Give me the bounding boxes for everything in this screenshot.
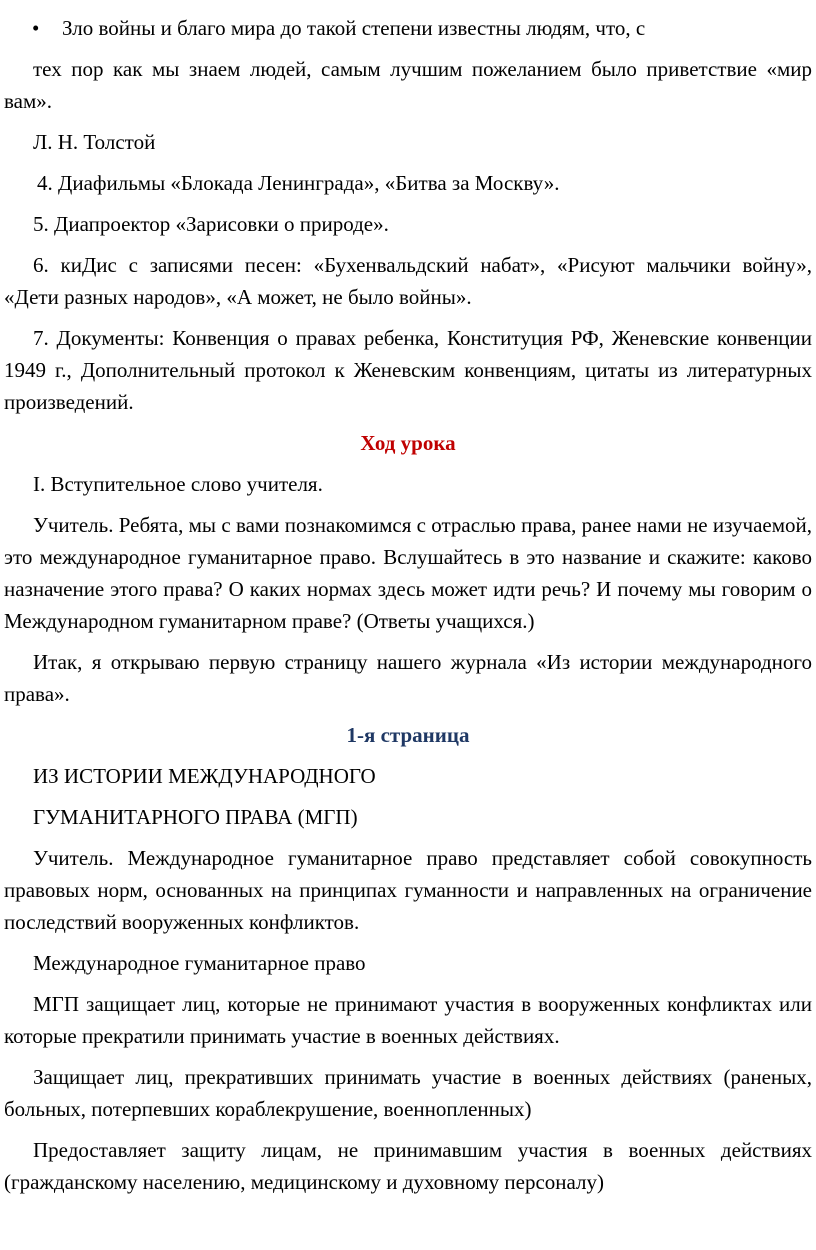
teacher-paragraph-1: Учитель. Ребята, мы с вами познакомимся с отраслью права, ранее нами не изучаемой, это международное гуманитарное право. Вслушайтесь в это название и скажите: каково назначение этого права? О каких нормах здесь может идти речь? И почему мы говорим о Международном гуманитарном праве? (Ответы учащихся.) [4,513,812,633]
list-item-5: 5. Диапроектор «Зарисовки о природе». [33,212,389,236]
teacher-paragraph-3: Учитель. Международное гуманитарное право представляет собой совокупность правовых норм, основанных на принципах гуманности и направленных на ограничение последствий вооруженных конфликтов. [4,846,812,934]
mgp-paragraph-3: Предоставляет защиту лицам, не принимавшим участия в военных действиях (гражданскому населению, медицинскому и духовному персоналу) [4,1138,812,1194]
mgp-paragraph-2: Защищает лиц, прекративших принимать участие в военных действиях (раненых, больных, потерпевших кораблекрушение, военнопленных) [4,1065,812,1121]
list-item-6: 6. киДис с записями песен: «Бухенвальдский набат», «Рисуют мальчики войну», «Дети разных народов», «А может, не было войны». [4,253,812,309]
epigraph-line-1: Зло войны и благо мира до такой степени известны людям, что, с [62,16,646,40]
history-title-line-1: ИЗ ИСТОРИИ МЕЖДУНАРОДНОГО [33,764,376,788]
page-1-heading: 1-я страница [346,723,470,747]
mgp-label: Международное гуманитарное право [33,951,366,975]
epigraph-author: Л. Н. Толстой [33,130,156,154]
teacher-paragraph-2: Итак, я открываю первую страницу нашего журнала «Из истории международного права». [4,650,812,706]
mgp-paragraph-1: МГП защищает лиц, которые не принимают участия в вооруженных конфликтах или которые прекратили принимать участие в военных действиях. [4,992,812,1048]
lesson-heading: Ход урока [360,431,456,455]
bullet-icon: • [32,16,40,40]
list-item-4: 4. Диафильмы «Блокада Ленинграда», «Битва за Москву». [37,171,560,195]
section-intro: I. Вступительное слово учителя. [33,472,323,496]
history-title-line-2: ГУМАНИТАРНОГО ПРАВА (МГП) [33,805,358,829]
epigraph-first-line [4,12,816,44]
epigraph-text: тех пор как мы знаем людей, самым лучшим пожеланием было приветствие «мир вам». [4,57,812,113]
list-item-7: 7. Документы: Конвенция о правах ребенка, Конституция РФ, Женевские конвенции 1949 г., Дополнительный протокол к Женевским конвенциям, цитаты из литературных произведений. [4,326,812,414]
